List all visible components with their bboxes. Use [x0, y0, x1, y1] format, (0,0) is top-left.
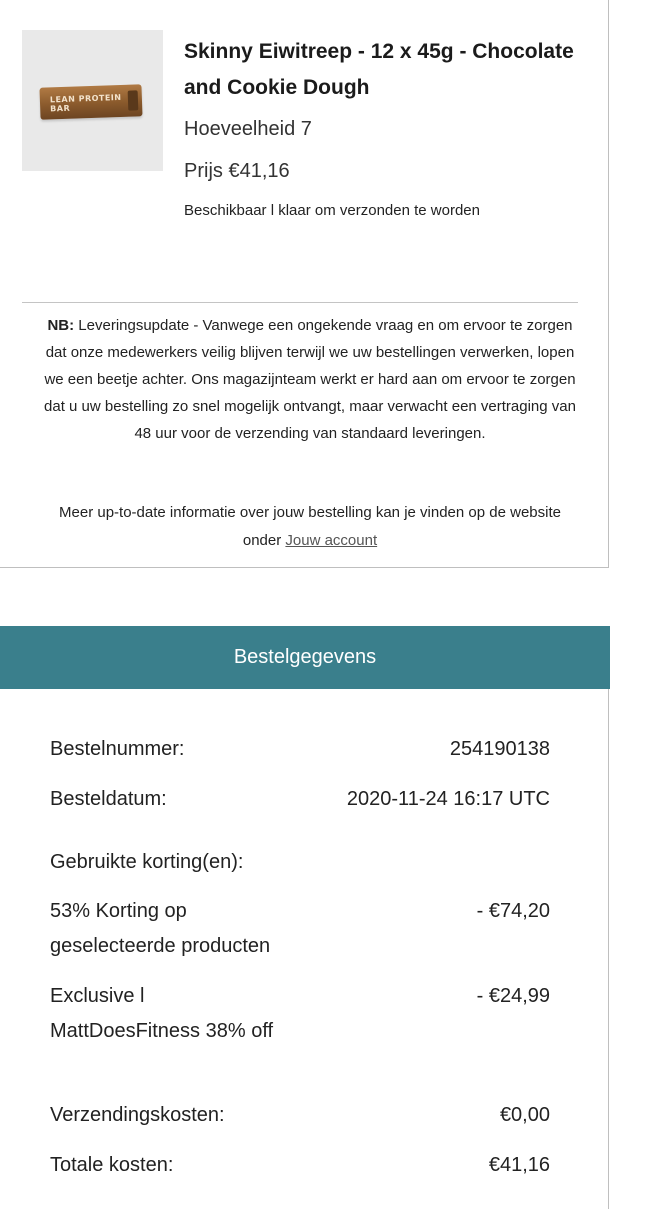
shipping-value: €0,00: [499, 1104, 550, 1126]
bar-wrapper-label: LEAN PROTEIN BAR: [49, 92, 122, 114]
shipping-label: Verzendingskosten:: [50, 1104, 225, 1126]
more-info-text: [40, 499, 580, 555]
total-label: Totale kosten:: [50, 1154, 174, 1176]
notice-label: NB:: [47, 317, 75, 334]
order-date-label: Besteldatum:: [50, 788, 167, 810]
product-image[interactable]: [22, 30, 163, 171]
account-link[interactable]: Jouw account: [285, 532, 378, 549]
discount-value: - €74,20: [476, 900, 550, 922]
discount-label: Exclusive l MattDoesFitness 38% off: [50, 985, 274, 1042]
order-details-header: Bestelgegevens: [0, 626, 610, 689]
total-value: €41,16: [488, 1154, 550, 1176]
product-price: Prijs €41,16: [184, 160, 290, 182]
protein-bar-picture: [39, 84, 142, 120]
delivery-notice: [40, 312, 580, 447]
bar-wrapper-end: [128, 90, 139, 110]
availability-status: Beschikbaar l klaar om verzonden te worden: [184, 202, 480, 219]
notice-text: Leveringsupdate - Vanwege een ongekende vraag en om ervoor te zorgen dat onze medewerkers veilig blijven terwijl we uw bestellingen verwerken, lopen we een beetje achter. Ons magazijnteam werkt er hard aan om ervoor te zorgen dat u uw bestelling zo snel mogelijk ontvangt, maar verwacht een vertraging van 48 uur voor de verzending van standaard leveringen.: [44, 317, 576, 442]
divider: [22, 302, 578, 303]
discount-value: - €24,99: [476, 985, 550, 1007]
product-quantity: Hoeveelheid 7: [184, 118, 312, 140]
order-number-label: Bestelnummer:: [50, 738, 185, 760]
order-date-value: 2020-11-24 16:17 UTC: [346, 788, 550, 810]
discount-label: 53% Korting op geselecteerde producten: [50, 900, 271, 957]
more-info-sentence: Meer up-to-date informatie over jouw bestelling kan je vinden op de website onder: [59, 504, 561, 549]
discounts-label: Gebruikte korting(en):: [50, 851, 244, 873]
order-number-value: 254190138: [449, 738, 550, 760]
order-details-panel: [0, 689, 609, 1209]
product-title[interactable]: Skinny Eiwitreep - 12 x 45g - Chocolate and Cookie Dough: [184, 40, 574, 99]
order-item-card: [0, 0, 609, 568]
